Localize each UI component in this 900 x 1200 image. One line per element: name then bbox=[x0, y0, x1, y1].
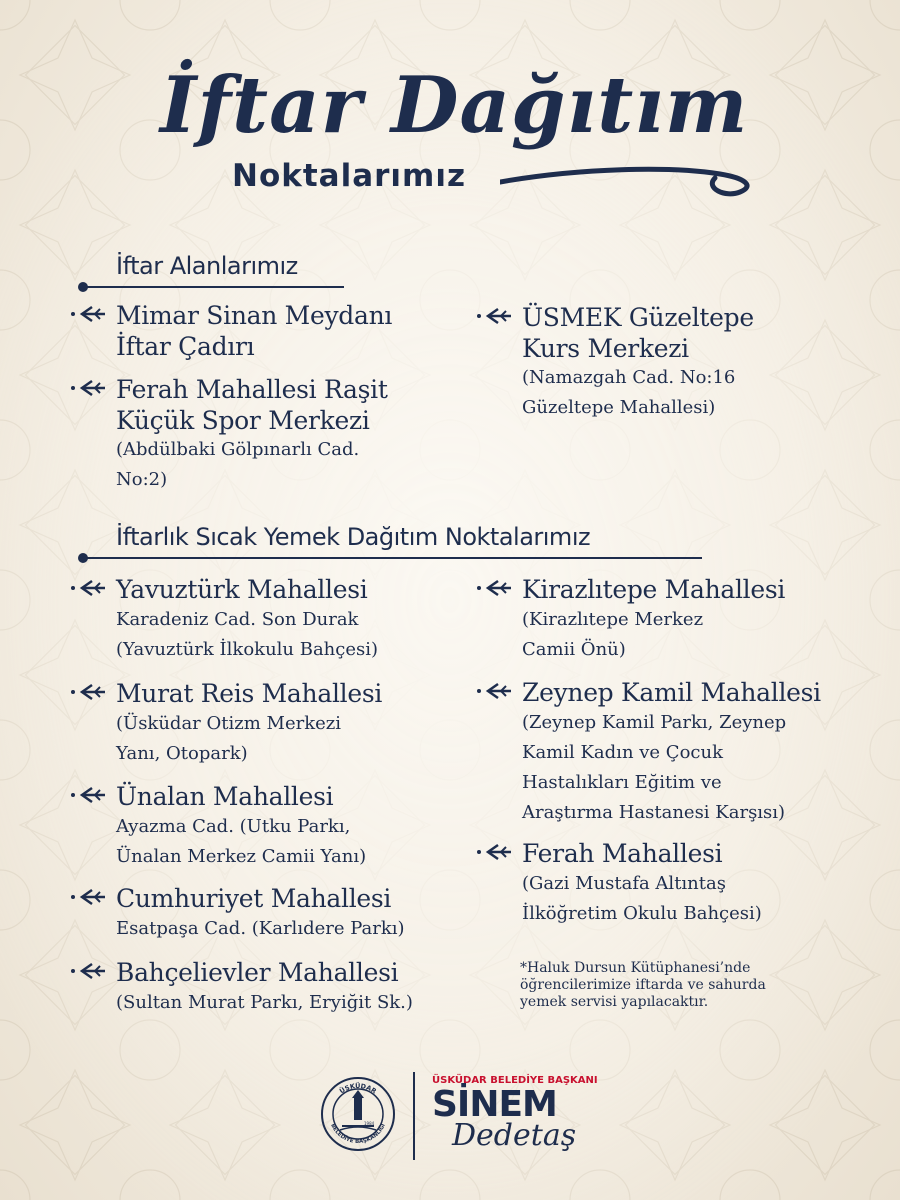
footnote: *Haluk Dursun Kütüphanesi’nde öğrencilerimize iftarda ve sahurda yemek servisi yapılacaktır. bbox=[520, 960, 766, 1010]
section-underline bbox=[82, 286, 344, 288]
section-underline bbox=[82, 557, 702, 559]
location-name: Zeynep Kamil Mahallesi bbox=[522, 678, 821, 707]
arrow-bullet-icon bbox=[70, 785, 108, 805]
location-name: Cumhuriyet Mahallesi bbox=[116, 884, 392, 913]
seal-year: 1984 bbox=[364, 1121, 375, 1126]
arrow-bullet-icon bbox=[70, 887, 108, 907]
arrow-bullet-icon bbox=[476, 306, 514, 326]
page-title: İftar Dağıtım bbox=[160, 60, 749, 151]
location-address: (Sultan Murat Parkı, Eryiğit Sk.) bbox=[116, 992, 413, 1013]
location-address: Karadeniz Cad. Son Durak (Yavuztürk İlkokulu Bahçesi) bbox=[116, 609, 379, 660]
location-address: (Kirazlıtepe Merkez Camii Önü) bbox=[522, 609, 704, 660]
location-name: Bahçelievler Mahallesi bbox=[116, 958, 399, 987]
arrow-bullet-icon bbox=[476, 842, 514, 862]
footer-divider bbox=[413, 1072, 415, 1160]
brand-caption: ÜSKÜDAR BELEDİYE BAŞKANI bbox=[432, 1075, 598, 1086]
seal-top-text: ÜSKÜDAR bbox=[338, 1081, 378, 1096]
section-bullet-dot bbox=[78, 553, 88, 563]
location-address: (Üsküdar Otizm Merkezi Yanı, Otopark) bbox=[116, 713, 342, 764]
municipality-seal-logo bbox=[320, 1076, 396, 1152]
arrow-bullet-icon bbox=[70, 578, 108, 598]
section-title: İftar Alanlarımız bbox=[116, 252, 298, 280]
arrow-bullet-icon bbox=[70, 304, 108, 324]
location-name: Ünalan Mahallesi bbox=[116, 782, 334, 811]
page-subtitle: Noktalarımız bbox=[232, 158, 467, 194]
arrow-bullet-icon bbox=[70, 682, 108, 702]
title-block bbox=[0, 40, 900, 200]
seal-bottom-text: BELEDİYE BAŞKANLIĞI bbox=[329, 1122, 387, 1146]
arrow-bullet-icon bbox=[476, 578, 514, 598]
location-name: Yavuztürk Mahallesi bbox=[116, 575, 368, 604]
title-swash-ornament bbox=[500, 160, 760, 200]
arrow-bullet-icon bbox=[70, 378, 108, 398]
location-name: Murat Reis Mahallesi bbox=[116, 679, 383, 708]
section-bullet-dot bbox=[78, 282, 88, 292]
location-address: Ayazma Cad. (Utku Parkı, Ünalan Merkez Camii Yanı) bbox=[116, 816, 367, 867]
location-address: (Gazi Mustafa Altıntaş İlköğretim Okulu Bahçesi) bbox=[522, 873, 762, 924]
brand-name: SİNEM bbox=[432, 1084, 557, 1125]
location-name: ÜSMEK Güzeltepe Kurs Merkezi bbox=[522, 303, 754, 363]
location-address: (Abdülbaki Gölpınarlı Cad. No:2) bbox=[116, 439, 360, 490]
brand-signature: Dedetaş bbox=[452, 1118, 577, 1153]
section-title: İftarlık Sıcak Yemek Dağıtım Noktalarımız bbox=[116, 523, 591, 551]
arrow-bullet-icon bbox=[70, 961, 108, 981]
location-name: Kirazlıtepe Mahallesi bbox=[522, 575, 786, 604]
location-address: (Zeynep Kamil Parkı, Zeynep Kamil Kadın ve Çocuk Hastalıkları Eğitim ve Araştırma Hastanesi Karşısı) bbox=[522, 712, 787, 823]
location-name: Ferah Mahallesi bbox=[522, 839, 723, 868]
location-address: (Namazgah Cad. No:16 Güzeltepe Mahallesi) bbox=[522, 367, 736, 418]
arrow-bullet-icon bbox=[476, 681, 514, 701]
location-address: Esatpaşa Cad. (Karlıdere Parkı) bbox=[116, 918, 405, 939]
location-name: Mimar Sinan Meydanı İftar Çadırı bbox=[116, 301, 393, 361]
location-name: Ferah Mahallesi Raşit Küçük Spor Merkezi bbox=[116, 375, 388, 435]
